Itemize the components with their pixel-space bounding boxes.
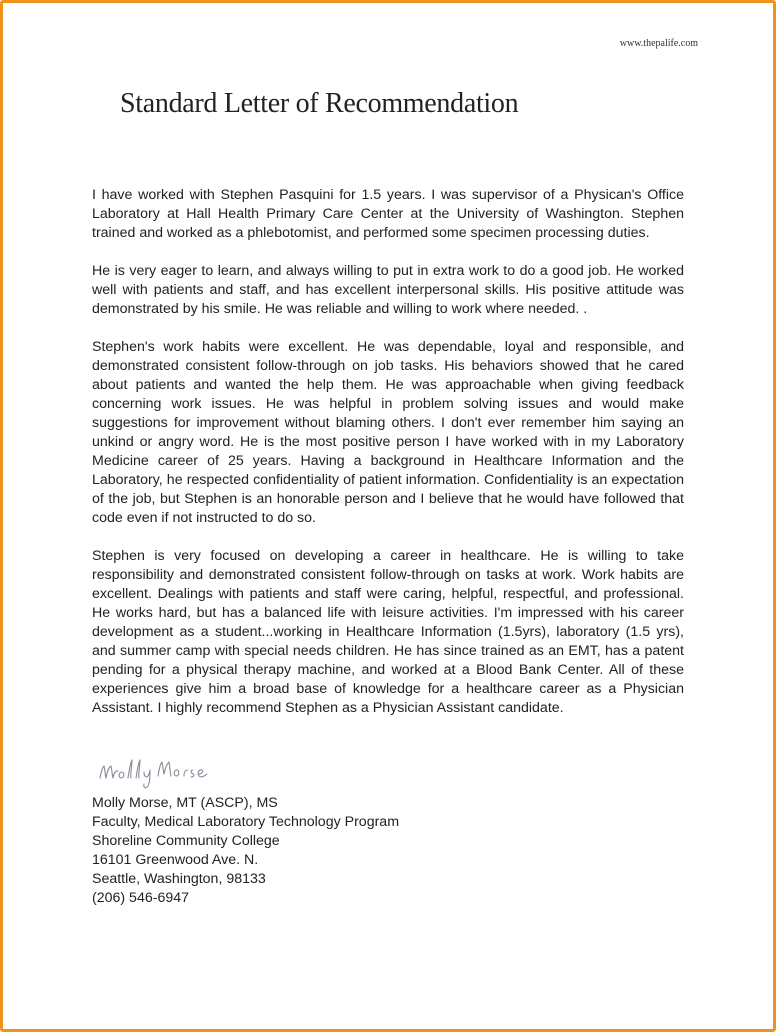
website-url: www.thepalife.com [619,38,698,49]
letter-title: Standard Letter of Recommendation [120,88,519,119]
paragraph-3: Stephen's work habits were excellent. He was dependable, loyal and responsible, and demonstrated consistent follow-through on job tasks. His behaviors showed that he cared about patients and wanted the help them. He was approachable when giving feedback concerning work issues. He was helpful in problem solving issues and would make suggestions for improvement without blaming others. I don't ever remember him saying an unkind or angry word. He is the most positive person I have worked with in my Laboratory Medicine career of 25 years. Having a background in Healthcare Information and the Laboratory, he respected confidentiality of patient information. Confidentiality is an expectation of the job, but Stephen is an honorable person and I believe that he would have followed that code even if not instructed to do so. [92,339,684,526]
signer-position: Faculty, Medical Laboratory Technology Program [92,814,400,830]
signer-city: Seattle, Washington, 98133 [92,871,266,887]
letter-body [92,186,684,737]
signer-institution: Shoreline Community College [92,833,280,849]
paragraph-1: I have worked with Stephen Pasquini for 1.5 years. I was supervisor of a Physican's Office Laboratory at Hall Health Primary Care Center at the University of Washington. Stephen trained and worked as a phlebotomist, and performed some specimen processing duties. [92,187,684,241]
signer-phone: (206) 546-6947 [92,890,190,906]
handwritten-signature [92,752,292,794]
signer-street: 16101 Greenwood Ave. N. [92,852,259,868]
signature-block [92,794,542,908]
signer-name: Molly Morse, MT (ASCP), MS [92,795,278,811]
paragraph-4: Stephen is very focused on developing a career in healthcare. He is willing to take responsibility and demonstrated consistent follow-through on tasks at work. Work habits are excellent. Dealings with patients and staff were caring, helpful, respectful, and professional. He works hard, but has a balanced life with leisure activities. I'm impressed with his career development as a student...working in Healthcare Information (1.5yrs), laboratory (1.5 yrs), and summer camp with special needs children. He has since trained as an EMT, has a patent pending for a physical therapy machine, and worked at a Blood Bank Center. All of these experiences give him a broad base of knowledge for a healthcare career as a Physician Assistant. I highly recommend Stephen as a Physician Assistant candidate. [92,548,684,716]
signature-image [92,752,292,794]
paragraph-2: He is very eager to learn, and always willing to put in extra work to do a good job. He worked well with patients and staff, and has excellent interpersonal skills. His positive attitude was demonstrated by his smile. He was reliable and willing to work where needed. . [92,263,684,317]
